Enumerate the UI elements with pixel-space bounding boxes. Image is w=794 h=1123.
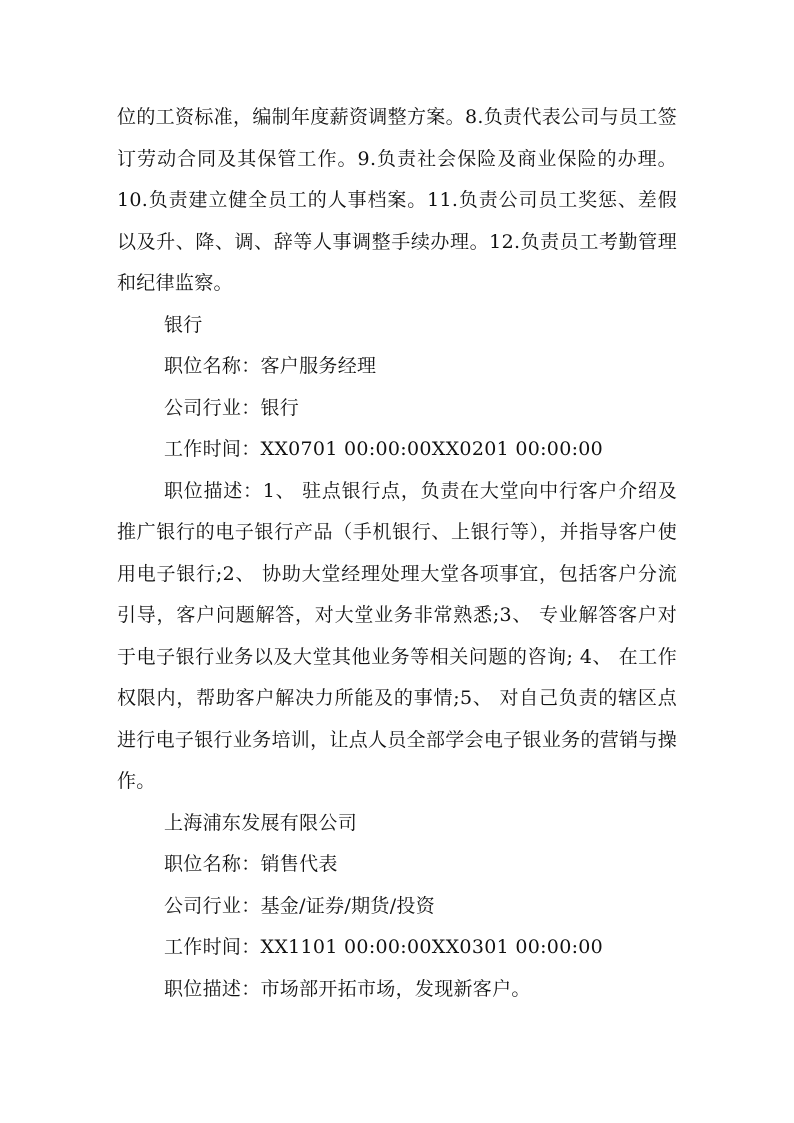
job-title-line: 职位名称：销售代表: [164, 853, 338, 875]
industry-line: 公司行业：基金/证券/期货/投资: [164, 894, 436, 917]
industry-line: 公司行业：银行: [164, 396, 300, 419]
paragraph-hr-duties-continued: 位的工资标准，编制年度薪资调整方案。8.负责代表公司与员工签订劳动合同及其保管工作。9.负责社会保险及商业保险的办理。10.负责建立健全员工的人事档案。11.负责公司员工奖惩、差假以及升、降、调、辞等人事调整手续办理。12.负责员工考勤管理和纪律监察。: [117, 106, 677, 294]
work-period-line: 工作时间：XX0701 00:00:00XX0201 00:00:00: [164, 438, 604, 460]
job-title-line: 职位名称：客户服务经理: [164, 355, 377, 377]
company-name-pudong: 上海浦东发展有限公司: [164, 811, 358, 834]
document-body: [117, 97, 677, 1010]
job-description-line: 职位描述：市场部开拓市场，发现新客户。: [164, 977, 531, 1000]
work-period-line: 工作时间：XX1101 00:00:00XX0301 00:00:00: [164, 936, 604, 958]
job-description-paragraph: 职位描述：1、 驻点银行点，负责在大堂向中行客户介绍及推广银行的电子银行产品（手机银行、上银行等），并指导客户使用电子银行;2、 协助大堂经理处理大堂各项事宜，包括客户分流引导，客户问题解答，对大堂业务非常熟悉;3、 专业解答客户对于电子银行业务以及大堂其他业务等相关问题的咨询; 4、 在工作权限内，帮助客户解决力所能及的事情;5、 对自己负责的辖区点进行电子银行业务培训，让点人员全部学会电子银业务的营销与操作。: [117, 479, 677, 792]
company-name-bank: 银行: [164, 313, 203, 336]
